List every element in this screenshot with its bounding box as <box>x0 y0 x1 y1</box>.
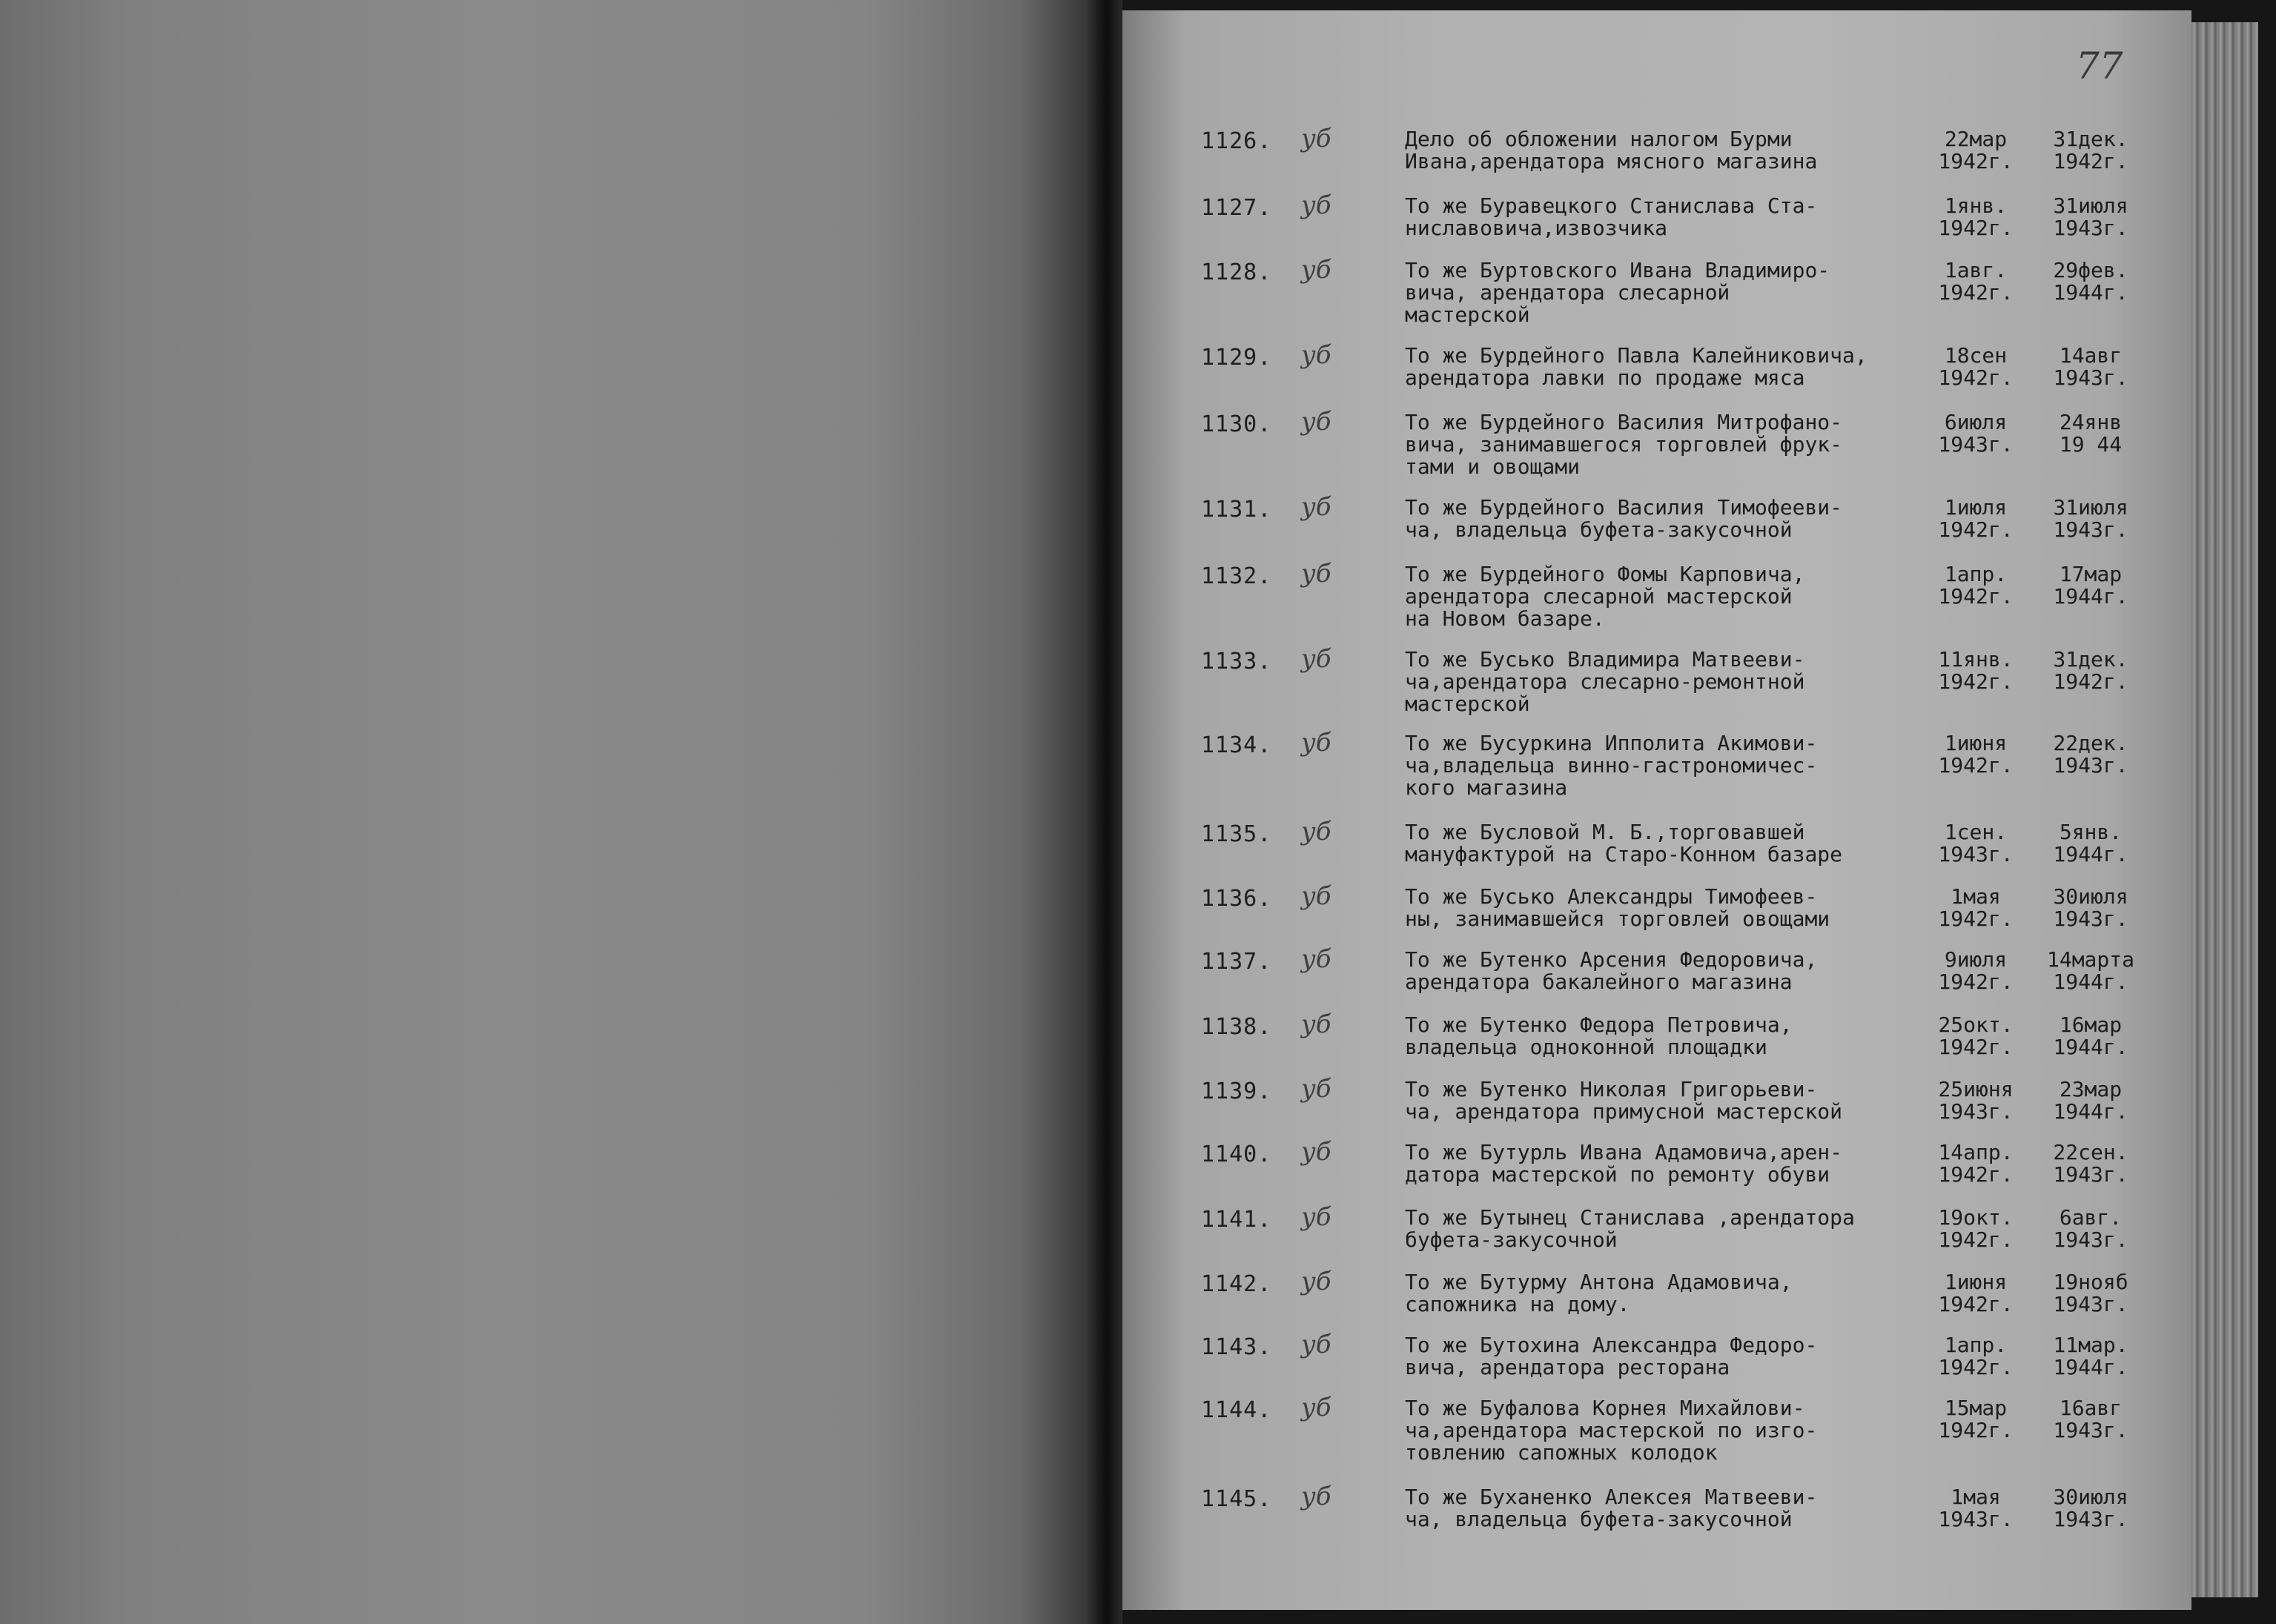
handwritten-mark: уб <box>1301 407 1331 437</box>
end-date: 29фев. 1944г. <box>2053 258 2128 305</box>
handwritten-mark: уб <box>1301 817 1331 846</box>
entry-number: 1131. <box>1201 497 1272 523</box>
page-edges <box>2191 22 2258 1597</box>
handwritten-mark: уб <box>1301 1482 1331 1511</box>
start-date: 18сен 1942г. <box>1938 343 2014 390</box>
handwritten-mark: уб <box>1301 559 1331 589</box>
end-date: 5янв. 1944г. <box>2053 820 2128 866</box>
end-date: 30июля 1943г. <box>2053 884 2128 931</box>
end-date: 31дек. 1942г. <box>2053 647 2128 694</box>
entry-description: То же Буханенко Алексея Матвееви- ча, владельца буфета-закусочной <box>1405 1485 1818 1531</box>
end-date: 6авг. 1943г. <box>2053 1205 2128 1252</box>
handwritten-mark: уб <box>1301 492 1331 522</box>
entry-number: 1128. <box>1201 259 1272 285</box>
end-date: 14авг 1943г. <box>2053 343 2128 390</box>
start-date: 15мар 1942г. <box>1938 1396 2014 1442</box>
entry-description: То же Бутурль Ивана Адамовича,арен- датора мастерской по ремонту обуви <box>1405 1140 1843 1187</box>
end-date: 31июля 1943г. <box>2053 193 2128 240</box>
handwritten-mark: уб <box>1301 1137 1331 1167</box>
handwritten-mark: уб <box>1301 944 1331 974</box>
page-number: 77 <box>2076 44 2123 87</box>
handwritten-mark: уб <box>1301 644 1331 674</box>
handwritten-mark: уб <box>1301 1393 1331 1422</box>
end-date: 11мар. 1944г. <box>2053 1333 2128 1379</box>
entry-description: Дело об обложении налогом Бурми Ивана,арендатора мясного магазина <box>1405 127 1818 173</box>
start-date: 22мар 1942г. <box>1938 127 2014 173</box>
start-date: 1янв. 1942г. <box>1938 193 2014 240</box>
start-date: 19окт. 1942г. <box>1938 1205 2014 1252</box>
start-date: 1июня 1942г. <box>1938 731 2014 778</box>
start-date: 1сен. 1943г. <box>1938 820 2014 866</box>
end-date: 16мар 1944г. <box>2053 1012 2128 1059</box>
entry-description: То же Бутенко Федора Петровича, владельца одноконной площадки <box>1405 1012 1793 1059</box>
entry-description: То же Бусько Александры Тимофеев- ны, занимавшейся торговлей овощами <box>1405 884 1830 931</box>
end-date: 24янв 19 44 <box>2059 410 2123 457</box>
handwritten-mark: уб <box>1301 1010 1331 1039</box>
entry-description: То же Бусуркина Ипполита Акимови- ча,владельца винно-гастрономичес- кого магазина <box>1405 731 1818 800</box>
entry-description: То же Буфалова Корнея Михайлови- ча,арендатора мастерской по изго- товлению сапожных колодок <box>1405 1396 1818 1465</box>
entry-description: То же Бусловой М. Б.,торговавшей мануфактурой на Старо-Конном базаре <box>1405 820 1843 866</box>
end-date: 22дек. 1943г. <box>2053 731 2128 778</box>
handwritten-mark: уб <box>1301 255 1331 285</box>
entry-description: То же Бутенко Арсения Федоровича, арендатора бакалейного магазина <box>1405 947 1818 994</box>
start-date: 1июня 1942г. <box>1938 1270 2014 1316</box>
entry-number: 1130. <box>1201 411 1272 437</box>
end-date: 14марта 1944г. <box>2046 947 2134 994</box>
entry-number: 1127. <box>1201 195 1272 221</box>
start-date: 1авг. 1942г. <box>1938 258 2014 305</box>
entry-description: То же Бутенко Николая Григорьеви- ча, арендатора примусной мастерской <box>1405 1077 1843 1124</box>
entry-description: То же Бурдейного Павла Калейниковича, арендатора лавки по продаже мяса <box>1405 343 1868 390</box>
entry-number: 1139. <box>1201 1078 1272 1104</box>
handwritten-mark: уб <box>1301 1202 1331 1232</box>
entry-number: 1126. <box>1201 128 1272 154</box>
entry-number: 1140. <box>1201 1141 1272 1167</box>
start-date: 6июля 1943г. <box>1938 410 2014 457</box>
start-date: 25окт. 1942г. <box>1938 1012 2014 1059</box>
entry-description: То же Бурдейного Василия Тимофееви- ча, владельца буфета-закусочной <box>1405 495 1843 542</box>
end-date: 22сен. 1943г. <box>2053 1140 2128 1187</box>
handwritten-mark: уб <box>1301 881 1331 911</box>
entry-description: То же Бурдейного Фомы Карповича, арендатора слесарной мастерской на Новом базаре. <box>1405 562 1805 631</box>
start-date: 11янв. 1942г. <box>1938 647 2014 694</box>
start-date: 1мая 1943г. <box>1938 1485 2014 1531</box>
entry-description: То же Бурдейного Василия Митрофано- вича, занимавшегося торговлей фрук- тами и овощами <box>1405 410 1843 479</box>
entry-number: 1134. <box>1201 732 1272 758</box>
handwritten-mark: уб <box>1301 340 1331 370</box>
entry-description: То же Бусько Владимира Матвееви- ча,арендатора слесарно-ремонтной мастерской <box>1405 647 1805 716</box>
entry-description: То же Бутурму Антона Адамовича, сапожника на дому. <box>1405 1270 1793 1316</box>
entry-number: 1137. <box>1201 949 1272 975</box>
entry-number: 1133. <box>1201 649 1272 675</box>
entry-description: То же Бутынец Станислава ,арендатора буфета-закусочной <box>1405 1205 1855 1252</box>
handwritten-mark: уб <box>1301 1330 1331 1359</box>
entry-number: 1142. <box>1201 1271 1272 1297</box>
start-date: 9июля 1942г. <box>1938 947 2014 994</box>
end-date: 31июля 1943г. <box>2053 495 2128 542</box>
entry-description: То же Бутохина Александра Федоро- вича, арендатора ресторана <box>1405 1333 1818 1379</box>
entry-number: 1144. <box>1201 1397 1272 1423</box>
entry-number: 1129. <box>1201 345 1272 371</box>
start-date: 25июня 1943г. <box>1938 1077 2014 1124</box>
book-gutter <box>1084 0 1122 1624</box>
entry-number: 1132. <box>1201 563 1272 589</box>
handwritten-mark: уб <box>1301 124 1331 153</box>
end-date: 31дек. 1942г. <box>2053 127 2128 173</box>
entry-number: 1136. <box>1201 886 1272 912</box>
start-date: 14апр. 1942г. <box>1938 1140 2014 1187</box>
end-date: 23мар 1944г. <box>2053 1077 2128 1124</box>
entry-description: То же Буравецкого Станислава Ста- ниславовича,извозчика <box>1405 193 1818 240</box>
handwritten-mark: уб <box>1301 1074 1331 1104</box>
entry-number: 1143. <box>1201 1334 1272 1360</box>
entry-number: 1138. <box>1201 1014 1272 1040</box>
handwritten-mark: уб <box>1301 1267 1331 1296</box>
start-date: 1апр. 1942г. <box>1938 562 2014 609</box>
entry-number: 1135. <box>1201 821 1272 847</box>
end-date: 30июля 1943г. <box>2053 1485 2128 1531</box>
entry-number: 1145. <box>1201 1486 1272 1512</box>
start-date: 1апр. 1942г. <box>1938 1333 2014 1379</box>
end-date: 19нояб 1943г. <box>2053 1270 2128 1316</box>
end-date: 17мар 1944г. <box>2053 562 2128 609</box>
left-page <box>0 0 1084 1624</box>
entry-description: То же Буртовского Ивана Владимиро- вича, арендатора слесарной мастерской <box>1405 258 1830 327</box>
start-date: 1мая 1942г. <box>1938 884 2014 931</box>
start-date: 1июля 1942г. <box>1938 495 2014 542</box>
end-date: 16авг 1943г. <box>2053 1396 2128 1442</box>
handwritten-mark: уб <box>1301 190 1331 220</box>
handwritten-mark: уб <box>1301 728 1331 758</box>
entry-number: 1141. <box>1201 1207 1272 1233</box>
